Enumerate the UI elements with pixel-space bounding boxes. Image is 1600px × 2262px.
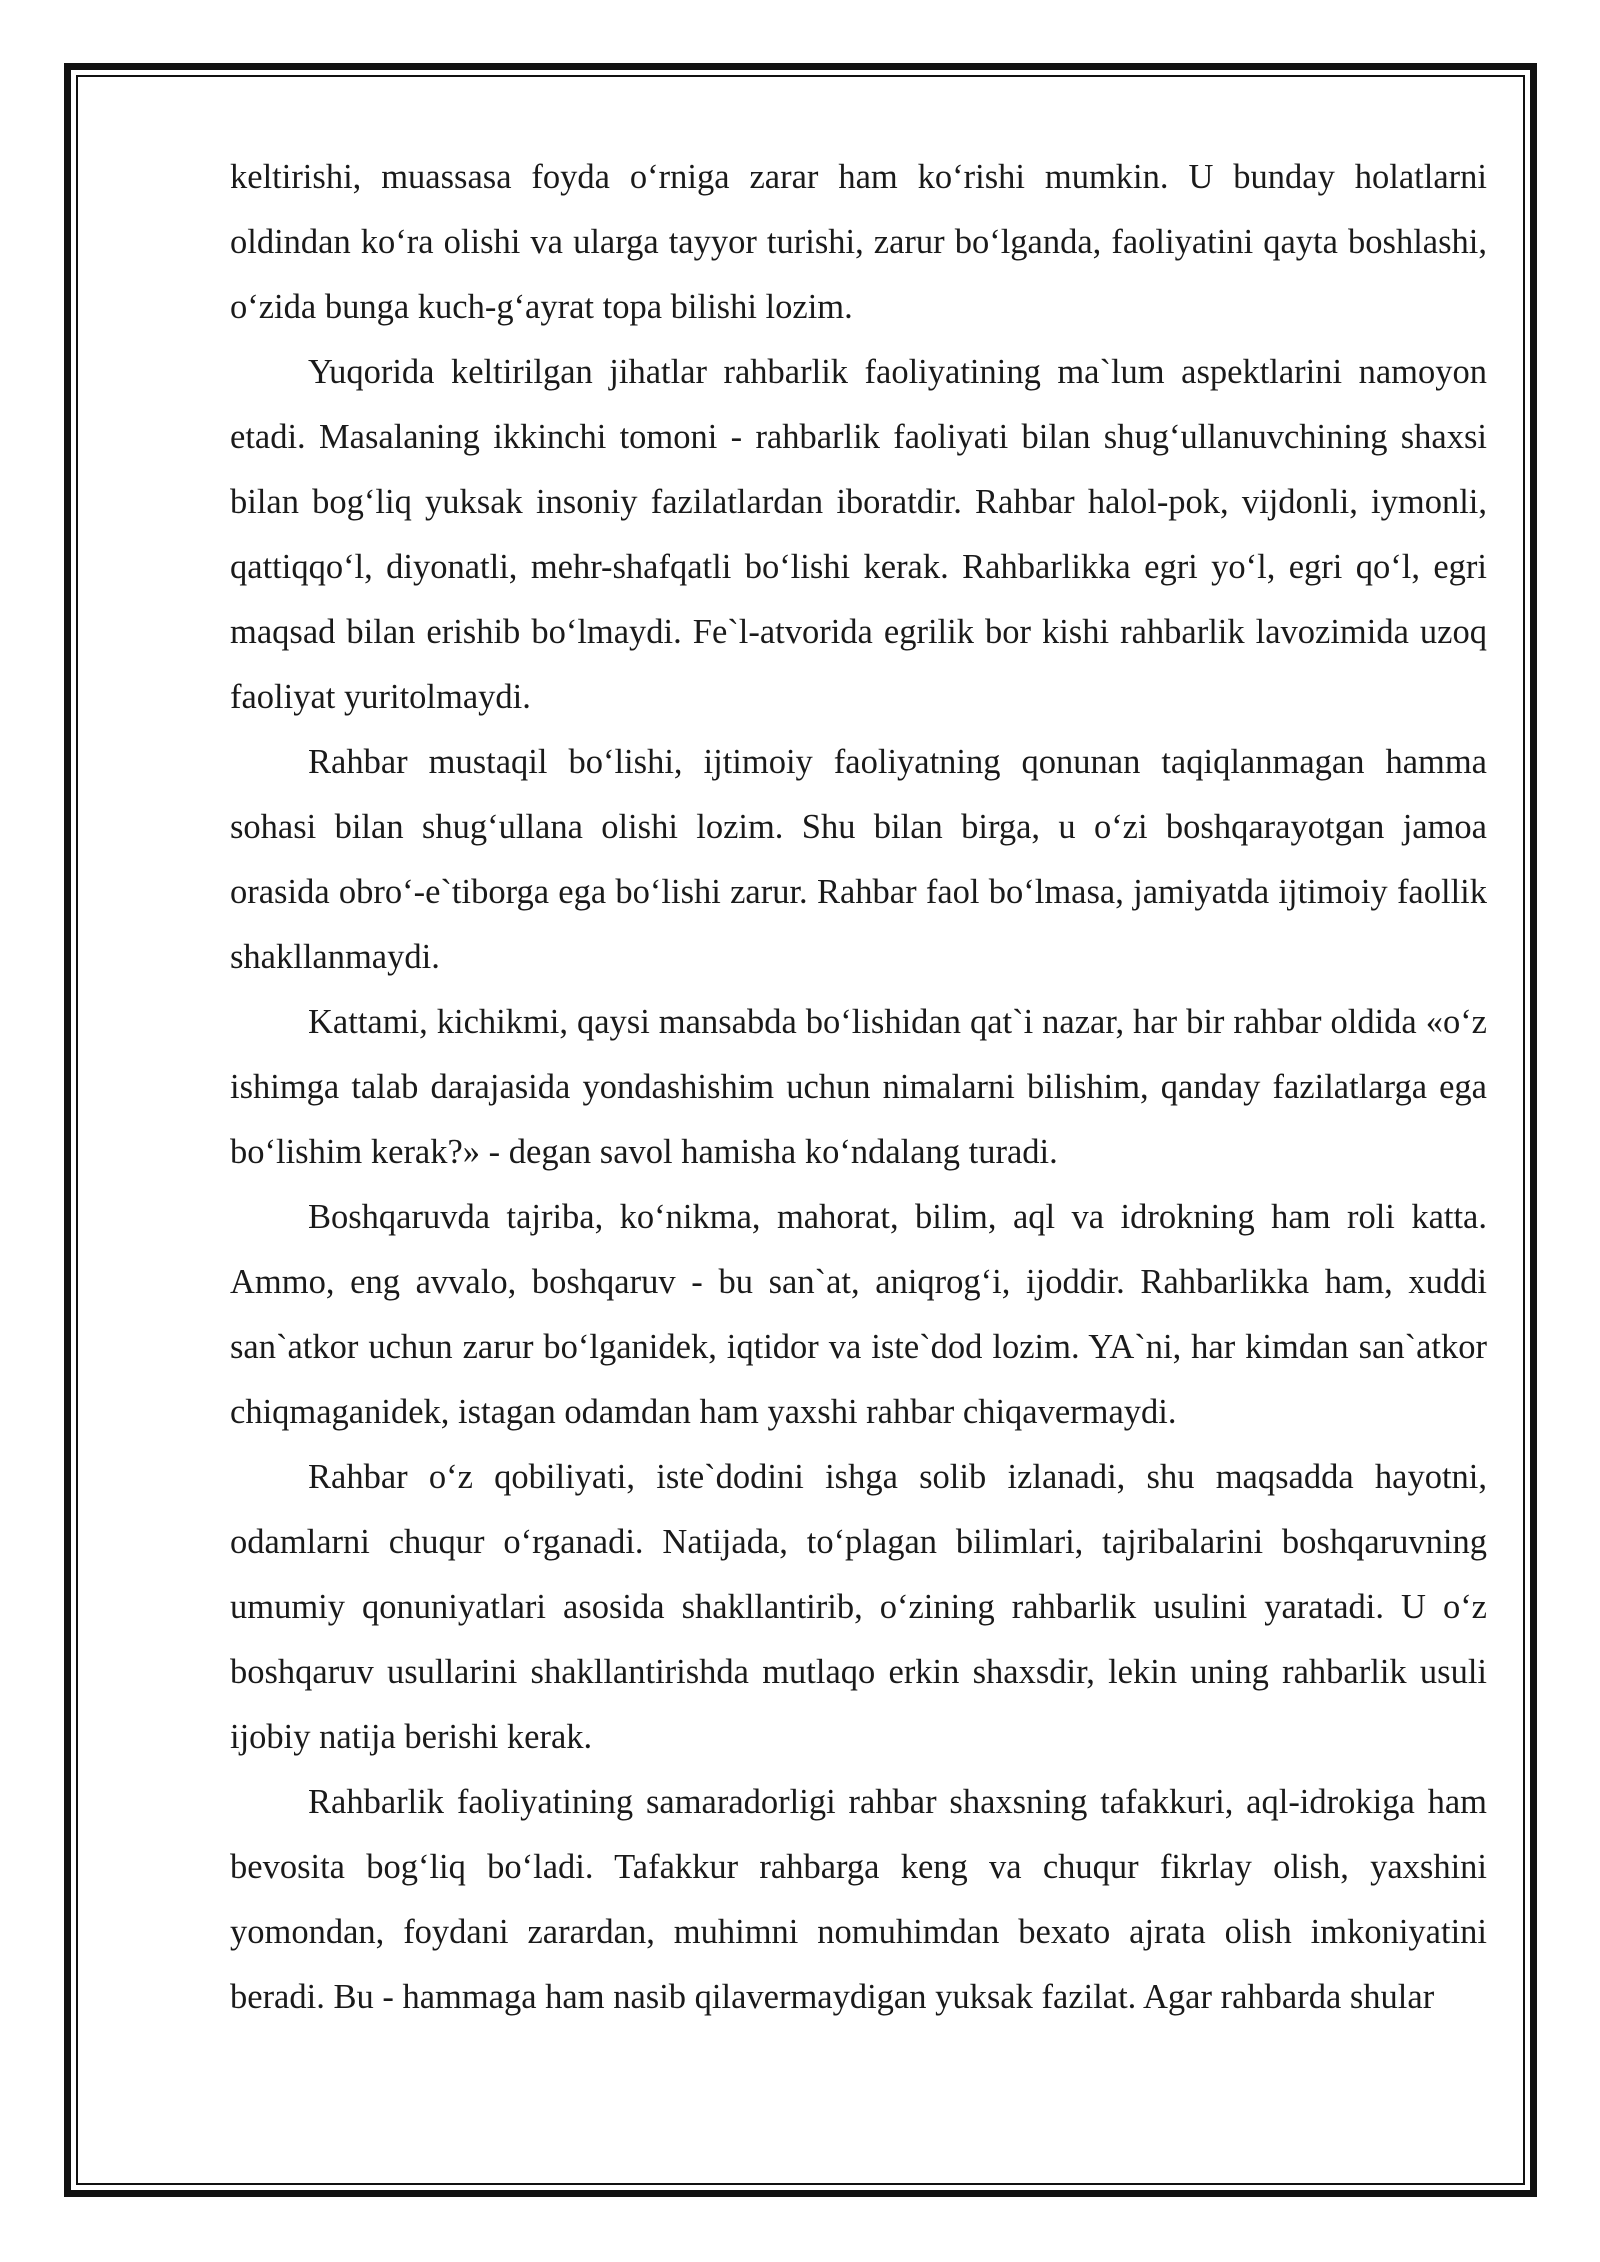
paragraph-continuation: keltirishi, muassasa foyda o‘rniga zarar ham ko‘rishi mumkin. U bunday holatlarni oldindan ko‘ra olishi va ularga tayyor turishi, zarur bo‘lganda, faoliyatini qayta boshlashi, o‘zida bunga kuch-g‘ayrat topa bilishi lozim.: [230, 158, 1487, 326]
paragraph: Rahbarlik faoliyatining samaradorligi rahbar shaxsning tafakkuri, aql-idrokiga ham bevosita bog‘liq bo‘ladi. Tafakkur rahbarga keng va chuqur fikrlay olish, yaxshini yomondan, foydani zarardan, muhimni nomuhimdan bexato ajrata olish imkoniyatini beradi. Bu - hammaga ham nasib qilavermaydigan yuksak fazilat. Agar rahbarda shular: [230, 1783, 1487, 2016]
paragraph: Rahbar o‘z qobiliyati, iste`dodini ishga solib izlanadi, shu maqsadda hayotni, odamlarni chuqur o‘rganadi. Natijada, to‘plagan bilimlari, tajribalarini boshqaruvning umumiy qonuniyatlari asosida shakllantirib, o‘zining rahbarlik usulini yaratadi. U o‘z boshqaruv usullarini shakllantirishda mutlaqo erkin shaxsdir, lekin uning rahbarlik usuli ijobiy natija berishi kerak.: [230, 1458, 1487, 1756]
paragraph: Boshqaruvda tajriba, ko‘nikma, mahorat, bilim, aql va idrokning ham roli katta. Ammo, eng avvalo, boshqaruv - bu san`at, aniqrog‘i, ijoddir. Rahbarlikka ham, xuddi san`atkor uchun zarur bo‘lganidek, iqtidor va iste`dod lozim. YA`ni, har kimdan san`atkor chiqmaganidek, istagan odamdan ham yaxshi rahbar chiqavermaydi.: [230, 1198, 1487, 1431]
document-body: [230, 145, 1487, 2030]
paragraph: Kattami, kichikmi, qaysi mansabda bo‘lishidan qat`i nazar, har bir rahbar oldida «o‘z ishimga talab darajasida yondashishim uchun nimalarni bilishim, qanday fazilatlarga ega bo‘lishim kerak?» - degan savol hamisha ko‘ndalang turadi.: [230, 1003, 1487, 1171]
paragraph: Yuqorida keltirilgan jihatlar rahbarlik faoliyatining ma`lum aspektlarini namoyon etadi. Masalaning ikkinchi tomoni - rahbarlik faoliyati bilan shug‘ullanuvchining shaxsi bilan bog‘liq yuksak insoniy fazilatlardan iboratdir. Rahbar halol-pok, vijdonli, iymonli, qattiqqo‘l, diyonatli, mehr-shafqatli bo‘lishi kerak. Rahbarlikka egri yo‘l, egri qo‘l, egri maqsad bilan erishib bo‘lmaydi. Fe`l-atvorida egrilik bor kishi rahbarlik lavozimida uzoq faoliyat yuritolmaydi.: [230, 353, 1487, 716]
paragraph: Rahbar mustaqil bo‘lishi, ijtimoiy faoliyatning qonunan taqiqlanmagan hamma sohasi bilan shug‘ullana olishi lozim. Shu bilan birga, u o‘zi boshqarayotgan jamoa orasida obro‘-e`tiborga ega bo‘lishi zarur. Rahbar faol bo‘lmasa, jamiyatda ijtimoiy faollik shakllanmaydi.: [230, 743, 1487, 976]
